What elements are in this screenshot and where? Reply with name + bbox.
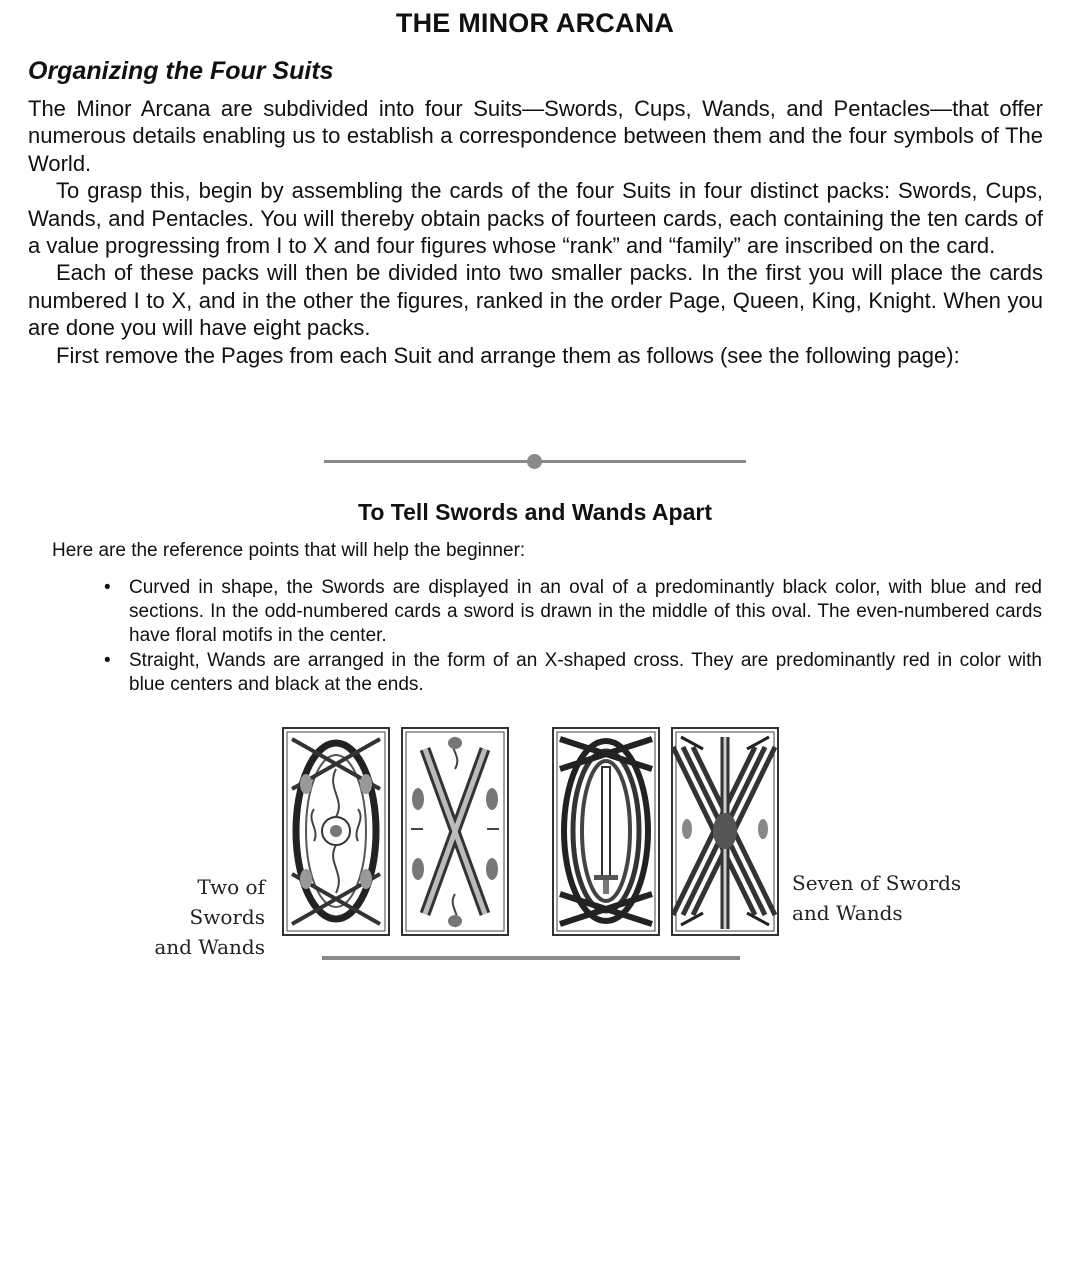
paragraph: First remove the Pages from each Suit and arrange them as follows (see the following page): xyxy=(56,342,960,368)
paragraph: Each of these packs will then be divided into two smaller packs. In the first you will place the cards numbered I to X, and in the other the figures, ranked in the order Page, Queen, King, Knight. When you are done you will have eight packs. xyxy=(28,260,1043,341)
seven-of-swords-card-image xyxy=(552,727,660,936)
list-item-text: Curved in shape, the Swords are displayed in an oval of a predominantly black color, with blue and red sections. In the odd-numbered cards a sword is drawn in the middle of this oval. The even-numbered cards have floral motifs in the center. xyxy=(129,577,1042,647)
two-of-swords-card-image xyxy=(282,727,390,936)
paragraph: To grasp this, begin by assembling the cards of the four Suits in four distinct packs: Swords, Cups, Wands, and Pentacles. You will thereby obtain packs of fourteen cards, each containing the ten cards of a value progressing from I to X and four figures whose “rank” and “family” are inscribed on the card. xyxy=(28,178,1043,259)
list-item-text: Straight, Wands are arranged in the form of an X-shaped cross. They are predominantly red in color with blue centers and black at the ends. xyxy=(129,649,1042,695)
running-head: THE MINOR ARCANA xyxy=(395,8,675,38)
caption-line: Two of Swords xyxy=(189,875,265,929)
section-heading: Organizing the Four Suits xyxy=(28,57,334,85)
divider-dot-ornament xyxy=(527,454,542,469)
sidebar-intro: Here are the reference points that will help the beginner: xyxy=(52,540,526,561)
caption-line: and Wands xyxy=(792,901,903,925)
list-item xyxy=(104,576,1042,649)
paragraph: The Minor Arcana are subdivided into four Suits—Swords, Cups, Wands, and Pentacles—that offer numerous details enabling us to establish a correspondence between them and the four symbols of The World. xyxy=(28,96,1043,176)
sidebar-title: To Tell Swords and Wands Apart xyxy=(358,499,712,525)
caption-line: Seven of Swords xyxy=(792,871,962,895)
body-text xyxy=(28,95,1043,369)
two-of-wands-card-image xyxy=(401,727,509,936)
list-item xyxy=(104,649,1042,697)
caption-line: and Wands xyxy=(154,935,265,959)
bullet-icon: • xyxy=(104,649,111,671)
bottom-divider xyxy=(322,956,740,960)
figure-caption-right xyxy=(792,868,972,928)
bullet-list xyxy=(104,576,1042,697)
seven-of-wands-card-image xyxy=(671,727,779,936)
bullet-icon: • xyxy=(104,577,111,598)
figure-caption-left xyxy=(120,872,265,962)
